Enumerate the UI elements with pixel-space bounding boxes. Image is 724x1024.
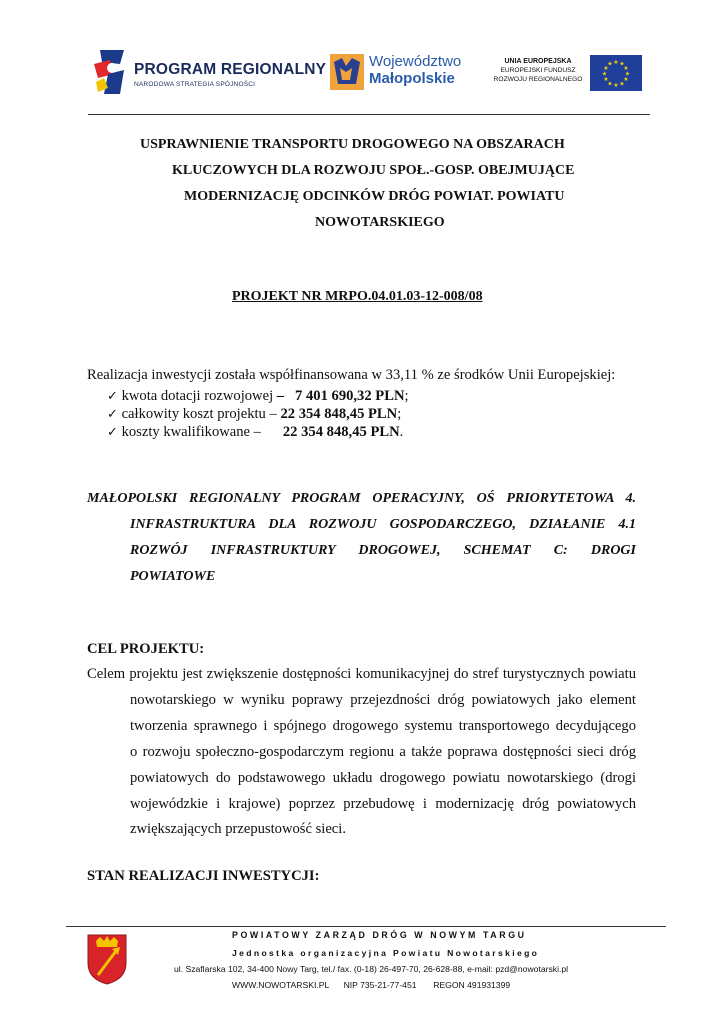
region-name-line2: Małopolskie — [369, 70, 455, 87]
svg-text:★: ★ — [623, 65, 629, 72]
funding-item-value: 7 401 690,32 PLN — [295, 388, 405, 404]
header-divider — [88, 114, 650, 115]
goal-line: wojewódzkie i krajowe) poprzez przebudowę i modernizację dróg powiatowych — [130, 796, 636, 812]
footer-regon: REGON 491931399 — [433, 980, 511, 990]
footer-unit: Jednostka organizacyjna Powiatu Nowotarskiego — [232, 948, 540, 958]
program-regionalny-subtitle: NARODOWA STRATEGIA SPÓJNOŚCI — [134, 81, 256, 88]
funding-item-end: ; — [404, 388, 409, 404]
program-line2: INFRASTRUKTURA DLA ROZWOJU GOSPODARCZEGO, DZIAŁANIE 4.1 — [130, 517, 636, 532]
check-icon: ✓ — [107, 424, 118, 439]
funding-item-label: kwota dotacji rozwojowej — [121, 388, 274, 404]
svg-text:★: ★ — [603, 76, 609, 83]
goal-line: tworzenia sprawnego i spójnego drogowego systemu transportowego decydującego — [130, 718, 636, 734]
document-title-line1: USPRAWNIENIE TRANSPORTU DROGOWEGO NA OBSZARACH — [140, 137, 565, 152]
funding-item-total — [107, 406, 401, 423]
footer-divider — [66, 926, 666, 927]
footer-address: ul. Szaflarska 102, 34-400 Nowy Targ, tel./ fax. (0-18) 26-497-70, 26-628-88, e-mail: pzd@nowotarski.pl — [174, 964, 569, 974]
eu-fund-line2: EUROPEJSKI FUNDUSZ — [500, 67, 576, 74]
svg-text:★: ★ — [613, 82, 619, 89]
program-line3: ROZWÓJ INFRASTRUKTURY DROGOWEJ, SCHEMAT C: DROGI — [130, 543, 636, 558]
eu-fund-line3: ROZWOJU REGIONALNEGO — [493, 76, 583, 83]
svg-text:★: ★ — [619, 80, 625, 88]
goal-line: Celem projektu jest zwiększenie dostępności komunikacyjnej do stref turystycznych powiatu — [87, 666, 636, 682]
footer-website[interactable]: WWW.NOWOTARSKI.PL — [232, 980, 330, 990]
region-name-line1: Województwo — [369, 53, 462, 70]
program-regionalny-title: PROGRAM REGIONALNY — [134, 61, 327, 78]
svg-text:★: ★ — [607, 80, 613, 88]
funding-item-label: koszty kwalifikowane – — [121, 424, 261, 440]
funding-item-value: 22 354 848,45 PLN — [282, 424, 400, 440]
goal-heading: CEL PROJEKTU: — [87, 641, 205, 657]
goal-line: o rozwoju społeczno-gospodarczym regionu a także poprawa dostępności sieci dróg — [130, 744, 636, 760]
svg-text:★: ★ — [623, 76, 629, 83]
funding-intro: Realizacja inwestycji została współfinansowana w 33,11 % ze środków Unii Europejskiej: — [87, 367, 616, 383]
svg-text:★: ★ — [607, 60, 613, 68]
svg-text:★: ★ — [613, 59, 619, 66]
malopolska-emblem-icon — [330, 54, 364, 90]
svg-text:★: ★ — [624, 70, 631, 78]
funding-item-label: całkowity koszt projektu – — [121, 406, 281, 422]
funding-item-end: ; — [397, 406, 402, 422]
funding-item-eligible — [107, 424, 403, 441]
program-line4: POWIATOWE — [130, 569, 216, 584]
svg-text:★: ★ — [603, 65, 609, 72]
check-icon: ✓ — [107, 406, 118, 421]
goal-line: zwiększających przepustowość sieci. — [130, 821, 346, 837]
svg-text:★: ★ — [619, 60, 625, 68]
project-number: PROJEKT NR MRPO.04.01.03-12-008/08 — [232, 289, 483, 304]
county-crest-icon — [86, 933, 128, 985]
document-title-line2: KLUCZOWYCH DLA ROZWOJU SPOŁ.-GOSP. OBEJMUJĄCE — [172, 163, 575, 178]
program-line1: MAŁOPOLSKI REGIONALNY PROGRAM OPERACYJNY, OŚ PRIORYTETOWA 4. — [87, 491, 636, 506]
funding-item-end: . — [399, 424, 404, 440]
eu-fund-label — [490, 57, 586, 84]
eu-fund-line1: UNIA EUROPEJSKA — [504, 58, 572, 65]
goal-line: nowotarskiego w wyniku poprawy przejezdności dróg powiatowych jako element — [130, 692, 636, 708]
status-heading: STAN REALIZACJI INWESTYCJI: — [87, 868, 320, 884]
funding-item-value: 22 354 848,45 PLN — [280, 406, 398, 422]
footer-ids — [232, 980, 510, 990]
svg-text:★: ★ — [601, 70, 608, 78]
check-icon: ✓ — [107, 388, 118, 403]
document-title-line4: NOWOTARSKIEGO — [315, 215, 445, 230]
footer-organization: POWIATOWY ZARZĄD DRÓG W NOWYM TARGU — [232, 930, 527, 940]
document-title-line3: MODERNIZACJĘ ODCINKÓW DRÓG POWIAT. POWIATU — [184, 189, 565, 204]
eu-flag-icon — [590, 55, 642, 91]
footer-nip: NIP 735-21-77-451 — [343, 980, 417, 990]
funding-item-grant — [107, 388, 409, 405]
funding-item-separator: – — [273, 388, 288, 404]
goal-line: powiatowych do podstawowego układu drogowego powiatu nowotarskiego (drogi — [130, 770, 636, 786]
